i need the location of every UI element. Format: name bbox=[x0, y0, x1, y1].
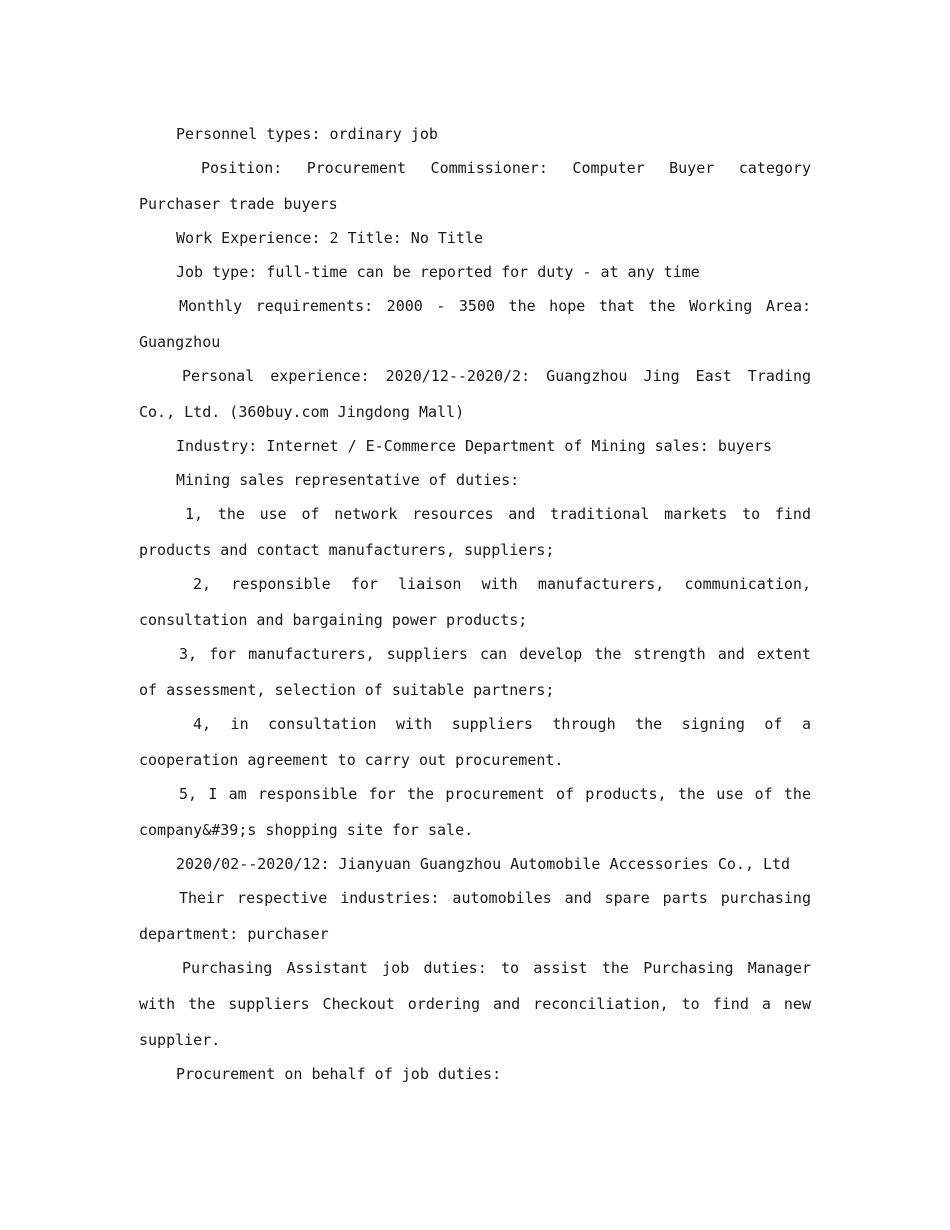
personnel-type-line: Personnel types: ordinary job bbox=[176, 125, 438, 143]
duty-item-1: 1, the use of network resources and traditional markets to find products and contact manufacturers, suppliers; bbox=[139, 505, 811, 559]
document-body bbox=[139, 116, 811, 1090]
second-employment-line: 2020/02--2020/12: Jianyuan Guangzhou Automobile Accessories Co., Ltd bbox=[176, 855, 791, 873]
work-experience-line: Work Experience: 2 Title: No Title bbox=[176, 229, 484, 247]
industry-line: Industry: Internet / E-Commerce Department of Mining sales: buyers bbox=[176, 437, 773, 455]
duty-item-5: 5, I am responsible for the procurement of products, the use of the company&#39;s shopping site for sale. bbox=[139, 785, 811, 839]
duty-item-4: 4, in consultation with suppliers through the signing of a cooperation agreement to carry out procurement. bbox=[139, 715, 811, 769]
monthly-requirements-line: Monthly requirements: 2000 - 3500 the hope that the Working Area: Guangzhou bbox=[139, 297, 811, 351]
duties-heading: Mining sales representative of duties: bbox=[176, 471, 520, 489]
duty-item-2: 2, responsible for liaison with manufacturers, communication, consultation and bargaining power products; bbox=[139, 575, 811, 629]
industries-line: Their respective industries: automobiles and spare parts purchasing department: purchaser bbox=[139, 889, 811, 943]
procurement-duties-heading: Procurement on behalf of job duties: bbox=[176, 1065, 502, 1083]
assistant-duties-line: Purchasing Assistant job duties: to assist the Purchasing Manager with the suppliers Checkout ordering and reconciliation, to find a new supplier. bbox=[139, 959, 811, 1049]
job-type-line: Job type: full-time can be reported for duty - at any time bbox=[176, 263, 700, 281]
position-line: Position: Procurement Commissioner: Computer Buyer category Purchaser trade buyers bbox=[139, 159, 811, 213]
duty-item-3: 3, for manufacturers, suppliers can develop the strength and extent of assessment, selection of suitable partners; bbox=[139, 645, 811, 699]
personal-experience-line: Personal experience: 2020/12--2020/2: Guangzhou Jing East Trading Co., Ltd. (360buy.com Jingdong Mall) bbox=[139, 367, 811, 421]
